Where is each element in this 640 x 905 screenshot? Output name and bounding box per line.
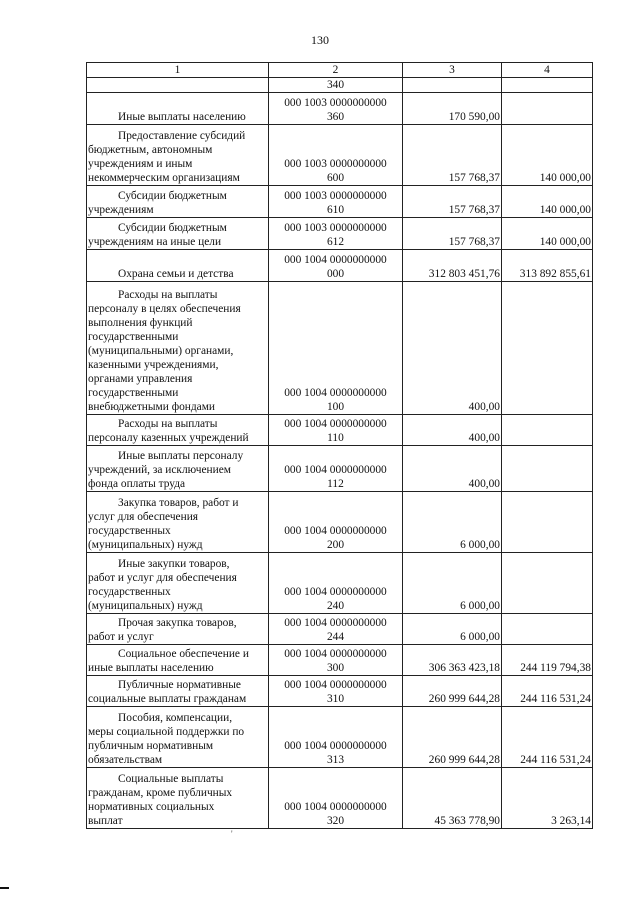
table-row <box>87 676 593 707</box>
row-name: Субсидии бюджетным учреждениям <box>87 186 269 218</box>
row-value-col3 <box>403 78 502 93</box>
row-code: 000 1004 0000000000 200 <box>269 492 403 553</box>
row-value-col3: 260 999 644,28 <box>403 707 502 768</box>
row-value-col4 <box>502 553 593 614</box>
row-code: 000 1004 0000000000 320 <box>269 768 403 829</box>
row-value-col4: 244 116 531,24 <box>502 676 593 707</box>
row-value-col3: 170 590,00 <box>403 93 502 125</box>
row-value-col3: 400,00 <box>403 282 502 415</box>
column-header-4: 4 <box>502 63 593 78</box>
row-code: 340 <box>269 78 403 93</box>
row-name: Предоставление субсидий бюджетным, автономным учреждениям и иным некоммерческим организациям <box>87 125 269 186</box>
row-code: 000 1003 0000000000 612 <box>269 218 403 250</box>
row-name: Прочая закупка товаров, работ и услуг <box>87 614 269 645</box>
row-value-col4: 140 000,00 <box>502 125 593 186</box>
table-row <box>87 553 593 614</box>
table-row <box>87 78 593 93</box>
row-code: 000 1003 0000000000 600 <box>269 125 403 186</box>
row-value-col3: 6 000,00 <box>403 492 502 553</box>
row-value-col3: 260 999 644,28 <box>403 676 502 707</box>
row-code: 000 1004 0000000000 240 <box>269 553 403 614</box>
margin-mark <box>0 887 9 889</box>
row-value-col4: 140 000,00 <box>502 218 593 250</box>
budget-table <box>86 62 593 829</box>
table-row <box>87 446 593 492</box>
row-name: Расходы на выплаты персоналу в целях обеспечения выполнения функций государственными (муниципальными) органами, казенными учреждениями, органами управления государственными внебюджетными фондами <box>87 282 269 415</box>
page-number: 130 <box>311 33 329 47</box>
row-value-col4: 140 000,00 <box>502 186 593 218</box>
row-name: Закупка товаров, работ и услуг для обеспечения государственных (муниципальных) нужд <box>87 492 269 553</box>
row-code: 000 1004 0000000000 244 <box>269 614 403 645</box>
table-row <box>87 614 593 645</box>
table-row <box>87 282 593 415</box>
row-name: Социальные выплаты гражданам, кроме публичных нормативных социальных выплат <box>87 768 269 829</box>
table-row <box>87 645 593 676</box>
row-name: Пособия, компенсации, меры социальной поддержки по публичным нормативным обязательствам <box>87 707 269 768</box>
row-value-col4: 3 263,14 <box>502 768 593 829</box>
row-code: 000 1004 0000000000 310 <box>269 676 403 707</box>
row-name <box>87 78 269 93</box>
row-value-col3: 400,00 <box>403 446 502 492</box>
row-value-col3: 45 363 778,90 <box>403 768 502 829</box>
row-value-col3: 157 768,37 <box>403 186 502 218</box>
table-row <box>87 768 593 829</box>
table-header-row <box>87 63 593 78</box>
row-value-col4 <box>502 614 593 645</box>
row-name: Иные закупки товаров, работ и услуг для обеспечения государственных (муниципальных) нужд <box>87 553 269 614</box>
row-name: Публичные нормативные социальные выплаты гражданам <box>87 676 269 707</box>
row-value-col3: 157 768,37 <box>403 125 502 186</box>
column-header-3: 3 <box>403 63 502 78</box>
table-row <box>87 492 593 553</box>
row-code: 000 1004 0000000000 112 <box>269 446 403 492</box>
row-name: Социальное обеспечение и иные выплаты населению <box>87 645 269 676</box>
table-row <box>87 125 593 186</box>
row-value-col4 <box>502 93 593 125</box>
table-row <box>87 93 593 125</box>
table-row <box>87 707 593 768</box>
row-value-col3: 6 000,00 <box>403 614 502 645</box>
table-row <box>87 250 593 282</box>
row-value-col4: 244 119 794,38 <box>502 645 593 676</box>
row-code: 000 1003 0000000000 610 <box>269 186 403 218</box>
row-value-col4 <box>502 415 593 446</box>
row-value-col3: 157 768,37 <box>403 218 502 250</box>
row-value-col4 <box>502 282 593 415</box>
row-code: 000 1003 0000000000 360 <box>269 93 403 125</box>
row-value-col4 <box>502 492 593 553</box>
row-code: 000 1004 0000000000 300 <box>269 645 403 676</box>
row-name: Субсидии бюджетным учреждениям на иные цели <box>87 218 269 250</box>
column-header-2: 2 <box>269 63 403 78</box>
row-value-col3: 312 803 451,76 <box>403 250 502 282</box>
row-value-col3: 306 363 423,18 <box>403 645 502 676</box>
table-row <box>87 415 593 446</box>
row-value-col3: 6 000,00 <box>403 553 502 614</box>
row-name: Иные выплаты населению <box>87 93 269 125</box>
row-code: 000 1004 0000000000 100 <box>269 282 403 415</box>
row-name: Охрана семьи и детства <box>87 250 269 282</box>
row-value-col4 <box>502 78 593 93</box>
row-value-col4: 313 892 855,61 <box>502 250 593 282</box>
table-row <box>87 218 593 250</box>
row-code: 000 1004 0000000000 313 <box>269 707 403 768</box>
table-body <box>87 78 593 829</box>
row-name: Иные выплаты персоналу учреждений, за исключением фонда оплаты труда <box>87 446 269 492</box>
table-row <box>87 186 593 218</box>
column-header-1: 1 <box>87 63 269 78</box>
row-code: 000 1004 0000000000 000 <box>269 250 403 282</box>
scan-dot: ' <box>231 829 233 839</box>
row-value-col4: 244 116 531,24 <box>502 707 593 768</box>
row-value-col3: 400,00 <box>403 415 502 446</box>
row-value-col4 <box>502 446 593 492</box>
row-name: Расходы на выплаты персоналу казенных учреждений <box>87 415 269 446</box>
row-code: 000 1004 0000000000 110 <box>269 415 403 446</box>
